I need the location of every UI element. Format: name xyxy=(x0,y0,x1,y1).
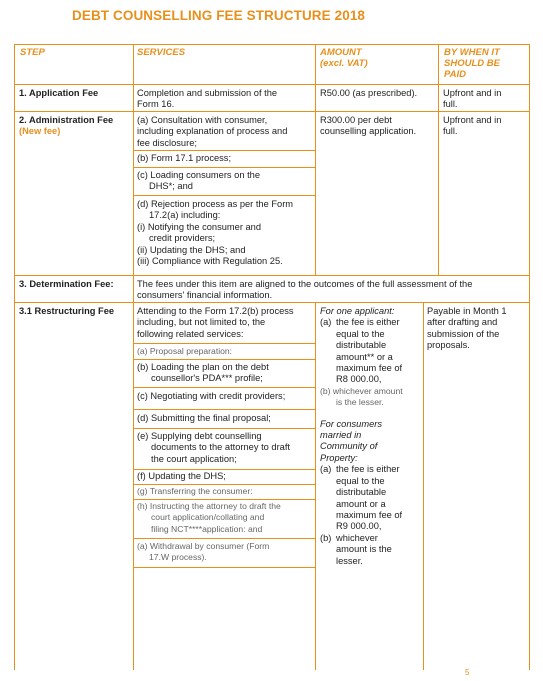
determination-text-line2: consumers' financial information. xyxy=(137,290,273,301)
admin-item-d-line3: (i) Notifying the consumer and xyxy=(137,221,262,232)
restructure-item-e-line1: (e) Supplying debt counselling xyxy=(137,431,262,441)
restructure-intro-line1: Attending to the Form 17.2(b) process xyxy=(137,306,294,316)
admin-item-c-line2: DHS*; and xyxy=(149,181,193,192)
amount-b-line2: is the lesser. xyxy=(336,397,384,408)
header-amount-line2: (excl. VAT) xyxy=(320,58,368,69)
amount-administration-line1: R300.00 per debt xyxy=(320,115,392,125)
amount-administration xyxy=(320,115,416,138)
restructure-item-e-line3: the court application; xyxy=(151,453,237,464)
amount-cop-item-a xyxy=(320,464,420,532)
restructure-item-g: (g) Transferring the consumer: xyxy=(137,486,253,496)
admin-item-d-line1: (d) Rejection process as per the Form xyxy=(137,199,294,209)
admin-item-c xyxy=(137,170,260,193)
header-when-line1: BY WHEN IT xyxy=(444,47,500,58)
admin-item-a-line2: including explanation of process and xyxy=(137,126,288,137)
amount-one-item-a xyxy=(320,317,420,385)
restructure-item-b-line2: counsellor's PDA*** profile; xyxy=(151,373,263,384)
when-restructuring-line1: Payable in Month 1 xyxy=(427,306,507,316)
header-when-line3: PAID xyxy=(444,69,466,80)
step-restructuring: 3.1 Restructuring Fee xyxy=(19,306,115,316)
amount-c-line6: R9 000.00, xyxy=(336,521,382,532)
when-restructuring-line4: proposals. xyxy=(427,340,470,351)
amount-a-line5: maximum fee of xyxy=(336,363,403,374)
restructure-intro-line2: including, but not limited to, the xyxy=(137,317,266,328)
amount-cop-item-b-label: (b) xyxy=(320,532,332,543)
restructure-item-h-line3: filing NCT****application: and xyxy=(151,523,263,534)
amount-c-line3: distributable xyxy=(336,487,387,498)
admin-item-d-line6: (iii) Compliance with Regulation 25. xyxy=(137,256,283,267)
restructure-item-f: (f) Updating the DHS; xyxy=(137,471,226,481)
step-administration xyxy=(19,115,113,138)
admin-item-a-line3: fee disclosure; xyxy=(137,137,197,148)
step-administration-label: 2. Administration Fee xyxy=(19,115,114,125)
amount-a-line1: the fee is either xyxy=(336,317,400,328)
when-application-line1: Upfront and in xyxy=(443,88,502,98)
amount-a-line6: R8 000.00, xyxy=(336,374,382,385)
amount-d-line2: amount is the xyxy=(336,544,392,555)
header-when-line2: SHOULD BE xyxy=(444,58,500,69)
amount-one-item-a-label: (a) xyxy=(320,317,332,328)
amount-a-line4: amount** or a xyxy=(336,351,393,362)
admin-item-b: (b) Form 17.1 process; xyxy=(137,153,232,163)
header-amount xyxy=(320,47,368,69)
amount-administration-line2: counselling application. xyxy=(320,126,417,137)
restructure-item-h-line2: court application/collating and xyxy=(151,512,265,523)
amount-a-line2: equal to the xyxy=(336,328,385,339)
amount-a-line3: distributable xyxy=(336,340,387,351)
amount-cop-line1: For consumers xyxy=(320,418,382,429)
amount-cop-line3: Community of xyxy=(320,441,378,452)
amount-c-line4: amount or a xyxy=(336,498,386,509)
new-fee-badge: (New fee) xyxy=(19,126,61,137)
restructure-item-i-line2: 17.W process). xyxy=(149,552,207,563)
admin-item-a-line1: (a) Consultation with consumer, xyxy=(137,115,268,125)
header-when xyxy=(444,47,500,80)
admin-item-d-line4: credit providers; xyxy=(149,233,216,244)
document-title: DEBT COUNSELLING FEE STRUCTURE 2018 xyxy=(72,8,366,23)
amount-c-line1: the fee is either xyxy=(336,464,400,475)
amount-b-line1: (b) whichever amount xyxy=(320,385,403,396)
restructure-item-b xyxy=(137,362,269,385)
amount-cop-item-a-label: (a) xyxy=(320,464,332,475)
admin-item-d xyxy=(137,199,293,267)
when-restructuring xyxy=(427,306,507,352)
when-restructuring-line2: after drafting and xyxy=(427,317,498,328)
when-restructuring-line3: submission of the xyxy=(427,328,500,339)
admin-item-d-line5: (ii) Updating the DHS; and xyxy=(137,244,246,255)
amount-cop-line2: married in xyxy=(320,430,362,441)
determination-text-line1: The fees under this item are aligned to the outcomes of the full assessment of the xyxy=(137,279,473,289)
restructure-intro-line3: following related services: xyxy=(137,328,244,339)
when-application-line2: full. xyxy=(443,99,458,110)
when-administration xyxy=(443,115,501,138)
page-number: 5 xyxy=(465,668,470,677)
restructure-item-d: (d) Submitting the final proposal; xyxy=(137,413,271,423)
service-application-line2: Form 16. xyxy=(137,99,175,110)
amount-d-line3: lesser. xyxy=(336,555,363,566)
determination-text xyxy=(137,279,472,302)
step-determination: 3. Determination Fee: xyxy=(19,279,114,289)
header-step: STEP xyxy=(20,47,45,58)
admin-item-c-line1: (c) Loading consumers on the xyxy=(137,170,260,180)
when-application xyxy=(443,88,501,111)
amount-c-line5: maximum fee of xyxy=(336,509,403,520)
restructure-item-i xyxy=(137,541,269,564)
when-administration-line2: full. xyxy=(443,126,458,137)
amount-c-line2: equal to the xyxy=(336,475,385,486)
admin-item-d-line2: 17.2(a) including: xyxy=(149,210,221,221)
restructure-item-i-line1: (a) Withdrawal by consumer (Form xyxy=(137,541,270,551)
amount-d-line1: whichever xyxy=(336,532,378,543)
amount-application: R50.00 (as prescribed). xyxy=(320,88,418,98)
service-application xyxy=(137,88,277,111)
restructure-item-e xyxy=(137,431,290,465)
restructure-item-c: (c) Negotiating with credit providers; xyxy=(137,391,286,401)
restructure-amount xyxy=(320,306,420,567)
amount-one-applicant: For one applicant: xyxy=(320,306,395,316)
amount-cop-item-b xyxy=(320,533,420,567)
restructure-item-h-line1: (h) Instructing the attorney to draft the xyxy=(137,501,281,511)
restructure-item-e-line2: documents to the attorney to draft xyxy=(151,442,291,453)
header-services: SERVICES xyxy=(137,47,186,58)
service-application-line1: Completion and submission of the xyxy=(137,88,278,98)
restructure-item-h xyxy=(137,501,281,535)
header-amount-line1: AMOUNT xyxy=(320,47,362,58)
restructure-intro xyxy=(137,306,294,340)
step-application: 1. Application Fee xyxy=(19,88,99,98)
amount-spacer xyxy=(320,409,420,419)
admin-item-a xyxy=(137,115,287,149)
restructure-item-a: (a) Proposal preparation: xyxy=(137,346,233,356)
amount-cop-line4: Property: xyxy=(320,452,358,463)
when-administration-line1: Upfront and in xyxy=(443,115,502,125)
restructure-item-b-line1: (b) Loading the plan on the debt xyxy=(137,362,269,372)
